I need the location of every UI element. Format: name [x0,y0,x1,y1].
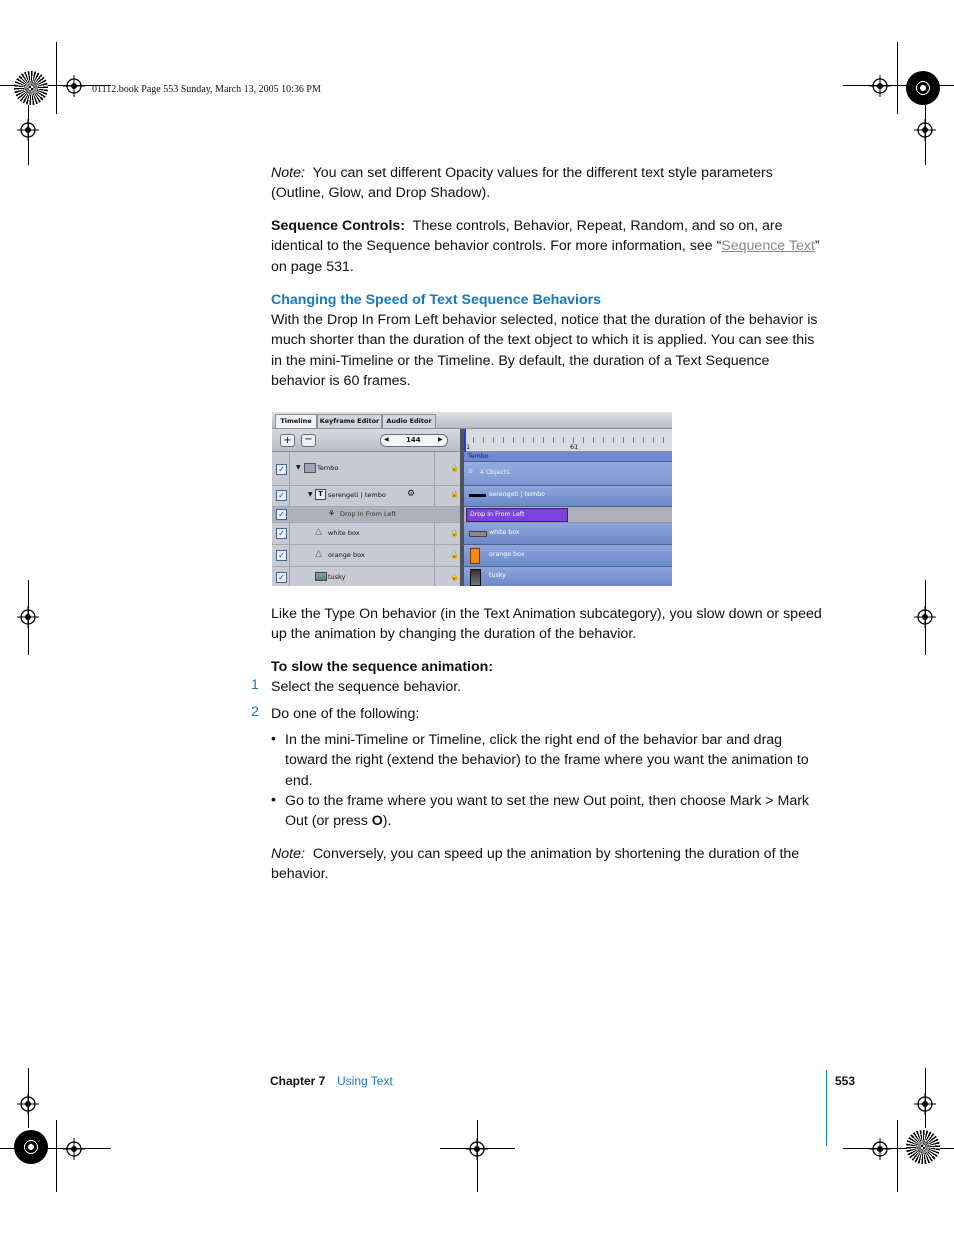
sequence-controls-text: These controls, Behavior, Repeat, Random, and so on, are identical to the Sequence behavior controls. For more information, see “ [271,218,783,255]
like-paragraph: Like the Type On behavior (in the Text Animation subcategory), you slow down or speed up the animation by changing the duration of the behavior. [271,606,822,643]
shape-thumbnail-icon [469,531,487,537]
frame-increment-icon[interactable]: ▶ [438,436,443,443]
track-label: white box [489,529,520,536]
frame-field[interactable] [380,434,448,447]
sequence-text-link[interactable]: Sequence Text [721,238,815,255]
bullet-marker: • [271,791,276,807]
lock-icon[interactable]: 🔒 [450,490,459,498]
group-objects-icon: ≡ [468,468,474,475]
step-text: Select the sequence behavior. [271,679,462,695]
step-number: 1 [251,677,259,693]
text-thumbnail-icon [469,494,486,497]
timeline-tab-bar [272,412,672,429]
note-text: Conversely, you can speed up the animation by shortening the duration of the behavior. [271,846,800,883]
footer-chapter: Chapter 7 [270,1074,326,1088]
disclosure-triangle-icon[interactable]: ▼ [296,464,301,471]
lock-icon[interactable]: 🔒 [450,551,459,559]
registration-mark-icon [914,1093,936,1115]
sequence-controls-paragraph [271,216,823,277]
note-paragraph [271,844,823,885]
layer-row-white-box[interactable] [272,523,462,545]
note-label: Note: [271,165,305,181]
registration-mark-icon [869,75,891,97]
track-tusky[interactable] [464,567,672,586]
crop-mark [56,1120,57,1192]
enable-checkbox[interactable]: ✓ [276,490,287,501]
registration-mark-icon [17,1093,39,1115]
lock-icon[interactable]: 🔒 [450,464,459,472]
image-layer-icon [315,572,327,581]
tab-audio-editor[interactable]: Audio Editor [382,414,436,428]
task-heading: To slow the sequence animation: [271,659,494,675]
registration-mark-icon [17,606,39,628]
layer-name: tusky [328,573,346,581]
track-label: 4 Objects [480,469,510,476]
ruler-mark: 1 [466,443,471,451]
track-label: serengeti | tembo [489,491,546,498]
disclosure-triangle-icon[interactable]: ▼ [308,491,313,498]
track-behavior-row [464,507,672,523]
group-title-bar [464,452,672,462]
layer-row-tembo[interactable] [272,452,462,486]
timeline-ruler[interactable] [464,429,672,452]
bullet-item [285,791,825,832]
bullet-item: In the mini-Timeline or Timeline, click the right end of the behavior bar and drag toward the right (extend the behavior) to the frame where you want the animation to end. [285,732,809,789]
behavior-icon: ⚘ [328,509,336,518]
starburst-target-icon [906,1130,940,1164]
track-label: tusky [489,572,506,579]
orange-swatch-icon [470,548,480,564]
page-number: 553 [835,1074,856,1088]
book-header-slug: 01112.book Page 553 Sunday, March 13, 2005 10:36 PM [92,84,321,95]
registration-mark-icon [914,606,936,628]
registration-mark-icon [869,1138,891,1160]
key-label: O [371,813,383,830]
gear-icon[interactable]: ⚙ [407,489,416,499]
track-label: orange box [489,551,525,558]
lock-icon[interactable]: 🔒 [450,529,459,537]
shape-icon: △ [315,549,322,559]
note-text: You can set different Opacity values for the different text style parameters (Outline, Glow, and Drop Shadow). [271,165,773,202]
frame-decrement-icon[interactable]: ◀ [384,436,389,443]
layer-row-behavior[interactable] [272,507,462,523]
layer-name: serengeti | tembo [328,491,386,499]
enable-checkbox[interactable]: ✓ [276,572,287,583]
remove-layer-button[interactable]: − [301,434,316,447]
layer-name: orange box [328,551,365,559]
tab-timeline[interactable]: Timeline [275,414,317,428]
layer-row-serengeti[interactable] [272,486,462,507]
registration-mark-icon [914,119,936,141]
layer-name: white box [328,529,360,537]
crop-mark [56,42,57,114]
layers-pane [272,429,462,586]
step-number: 2 [251,704,259,720]
section-heading: Changing the Speed of Text Sequence Behaviors [271,292,602,308]
enable-checkbox[interactable]: ✓ [276,528,287,539]
registration-mark-icon [17,119,39,141]
layer-row-tusky[interactable] [272,567,462,586]
frame-value: 144 [406,436,421,444]
starburst-target-icon [906,71,940,105]
track-title: Tembo [468,453,489,460]
track-serengeti[interactable] [464,486,672,507]
registration-mark-icon [466,1138,488,1160]
layer-name: Tembo [317,464,339,472]
text-layer-icon: T [315,489,326,500]
starburst-target-icon [14,1130,48,1164]
bullet-text: Go to the frame where you want to set the new Out point, then choose Mark > Mark Out (or press [285,793,810,830]
crop-mark [897,1120,898,1192]
group-icon [304,463,316,473]
crop-mark [897,42,898,114]
enable-checkbox[interactable]: ✓ [276,509,287,520]
intro-paragraph: With the Drop In From Left behavior selected, notice that the duration of the behavior is much shorter than the duration of the text object to which it is applied. You can see this in the mini-Timeline or the Timeline. By default, the duration of a Text Sequence behavior is 60 frames. [271,312,818,389]
step-text: Do one of the following: [271,706,420,722]
track-white-box[interactable] [464,523,672,545]
track-orange-box[interactable] [464,545,672,567]
timeline-pane [464,429,672,586]
registration-mark-icon [63,75,85,97]
note-paragraph [271,163,823,204]
footer-divider [826,1070,827,1146]
registration-mark-icon [63,1138,85,1160]
ruler-mark: 61 [570,443,579,451]
timeline-screenshot [272,412,672,586]
enable-checkbox[interactable]: ✓ [276,464,287,475]
track-tembo-group[interactable] [464,452,672,486]
add-layer-button[interactable]: + [280,434,295,447]
starburst-target-icon [14,71,48,105]
behavior-bar[interactable] [466,508,568,522]
shape-icon: △ [315,527,322,537]
sequence-controls-text-end: ” on page 531. [271,238,820,275]
bullet-marker: • [271,730,276,746]
layers-toolbar [272,429,462,452]
bullet-text-end: ). [382,813,392,830]
footer-chapter-title[interactable]: Using Text [337,1074,393,1088]
lock-icon[interactable]: 🔒 [450,573,459,581]
enable-checkbox[interactable]: ✓ [276,550,287,561]
layer-name: Drop In From Left [340,510,397,518]
note-label: Note: [271,846,305,862]
tab-keyframe-editor[interactable]: Keyframe Editor [317,414,382,428]
behavior-bar-label: Drop In From Left [470,511,525,518]
image-thumbnail-icon [470,569,481,586]
sequence-controls-label: Sequence Controls: [271,218,406,234]
layer-row-orange-box[interactable] [272,545,462,567]
